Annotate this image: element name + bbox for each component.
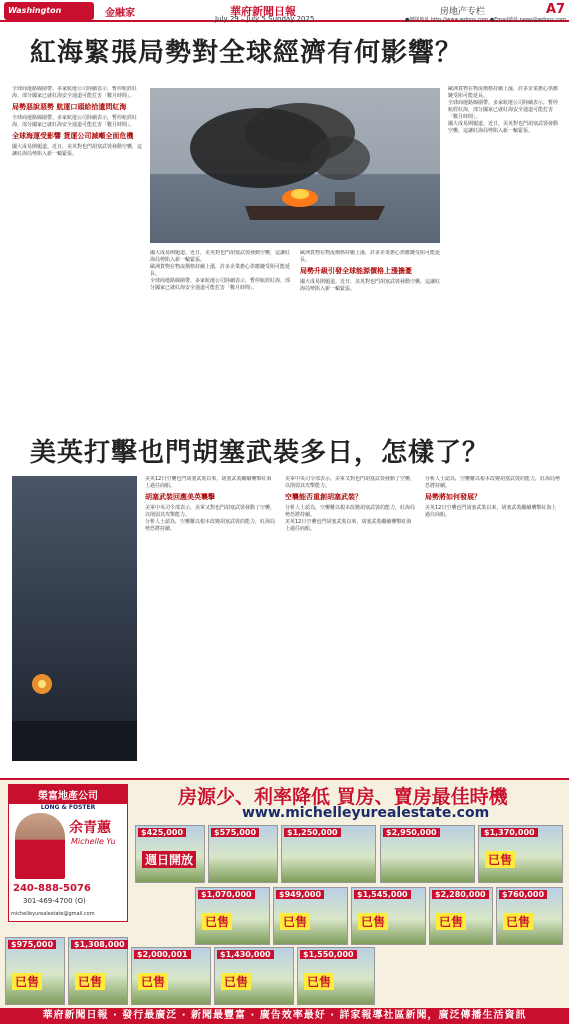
agent-name-en: Michelle Yu <box>71 837 116 846</box>
listing-price: $1,250,000 <box>284 828 341 837</box>
listing-price: $949,000 <box>276 890 324 899</box>
listing-price: $425,000 <box>138 828 186 837</box>
sold-badge: 已售 <box>485 851 515 868</box>
ad-headline: 房源少、利率降低 買房、賣房最佳時機 <box>178 786 508 808</box>
article2-column-3: 分析人士認為，空襲難以根本改變胡塞武裝的能力，紅海局勢恐將持續。 局勢將如何發展？ 美英12日空襲也門胡塞武裝以來，胡塞武裝繼續襲擊紅海上過往商船。 <box>425 476 560 518</box>
article1-column-4: 歐洲貨物在物流價格持續上漲，許多企業擔心供應鏈受阻可能延長。 局勢升級引發全球能源價格上漲擔憂 國大成易開題道。近日，美英對也門胡塞武裝發動空襲，這讓紅海局勢陷入新一輪緊張。 <box>300 250 440 292</box>
listing-price: $1,550,000 <box>300 950 357 959</box>
sold-badge: 已售 <box>358 913 388 930</box>
listing-card[interactable] <box>131 947 211 1005</box>
email[interactable]: michelleyurealestate@gmail.com <box>11 911 95 917</box>
explosion-photo <box>12 476 137 761</box>
agent-card <box>8 784 128 922</box>
ship-fire-photo <box>150 88 440 243</box>
ad-website[interactable]: www.michelleyurealestate.com <box>242 805 490 821</box>
sold-badge: 已售 <box>75 973 105 990</box>
agent-photo <box>15 813 65 879</box>
dateline: July 29 – July 5 Sunday 2025 <box>215 15 315 23</box>
listing-card[interactable] <box>195 887 270 945</box>
article1-headline: 紅海緊張局勢對全球經濟有何影響？ <box>30 38 463 68</box>
phone-mobile[interactable]: 240-888-5076 <box>13 883 91 894</box>
company-en: LONG & FOSTER <box>40 804 96 811</box>
article1-column-1: 全球商運路線圍帶。多家航運公司陸續表示，暫停航經紅海，部分國家已就紅海安全通道可能危害「數月時間」。 局勢惡說惡勢 航運口頭給拾遺問紅海 全球商運路線圍帶。多家航運公司陸續表示，暫停航經紅海，部分國家已就紅海安全通道可能危害「數月時間」。 全球海運受影響 貨運公司減噸全面危機 國大成易開題道。近日，美英對也門胡塞武裝發動空襲，這讓紅海局勢陷入新一輪緊張。 <box>12 86 142 157</box>
listing-card[interactable] <box>297 947 375 1005</box>
listing-card[interactable] <box>478 825 563 883</box>
sold-badge: 已售 <box>12 973 42 990</box>
article1-column-3: 國大成易開題道。近日，美英對也門胡塞武裝發動空襲，這讓紅海局勢陷入新一輪緊張。 歐洲貨物在物流價格持續上漲，許多企業擔心供應鏈受阻可能延長。 全球商運路線圍帶。多家航運公司陸續表示，暫停航經紅海，部分國家已就紅海安全通道可能危害「數月時間」。 <box>150 250 290 291</box>
article1-subhead-2: 全球海運受影響 貨運公司減噸全面危機 <box>12 132 134 140</box>
sold-badge: 已售 <box>304 973 334 990</box>
listing-price: $575,000 <box>211 828 259 837</box>
listing-price: $1,308,000 <box>71 940 128 949</box>
article2-column-1: 美英12日空襲也門胡塞武裝以來，胡塞武裝繼續襲擊紅海上過往商船。 胡塞武裝回應美英襲擊 美軍中央司令部表示，美軍又對也門胡塞武裝發動了空襲，以削弱其攻擊能力。 分析人士認為，空襲難以根本改變胡塞武裝的能力，紅海局勢恐將持續。 <box>145 476 275 532</box>
sold-badge: 已售 <box>138 973 168 990</box>
phone-office[interactable]: 301-469-4700 (O) <box>23 897 86 905</box>
page-number: A7 <box>546 2 566 17</box>
listing-price: $1,070,000 <box>198 890 255 899</box>
listing-card[interactable] <box>135 825 205 883</box>
article1-subhead-3: 局勢升級引發全球能源價格上漲擔憂 <box>300 267 412 275</box>
sold-badge: 已售 <box>221 973 251 990</box>
listing-price: $975,000 <box>8 940 56 949</box>
listing-card[interactable] <box>429 887 493 945</box>
open-house-badge: 週日開放 <box>142 851 196 868</box>
article1-column-5: 歐洲貨物在物流價格持續上漲，許多企業擔心供應鏈受阻可能延長。 全球商運路線圍帶。多家航運公司陸續表示，暫停航經紅海，部分國家已就紅海安全通道可能危害「數月時間」。 國大成易開題道。近日，美英對也門胡塞武裝發動空襲，這讓紅海局勢陷入新一輪緊張。 <box>448 86 559 134</box>
listing-card[interactable] <box>208 825 278 883</box>
article2-subhead-3: 局勢將如何發展？ <box>425 493 481 501</box>
listing-card[interactable] <box>351 887 426 945</box>
sold-badge: 已售 <box>436 913 466 930</box>
column-label: 房地产专栏 <box>440 7 486 17</box>
article2-subhead-1: 胡塞武裝回應美英襲擊 <box>145 493 215 501</box>
listing-price: $760,000 <box>499 890 547 899</box>
listing-price: $1,430,000 <box>217 950 274 959</box>
listing-card[interactable] <box>5 937 65 1005</box>
listing-card[interactable] <box>380 825 475 883</box>
web-address: ●網隊地址 http://www.wdnns.com ●Email地址:news@wdnns.com <box>405 17 567 23</box>
paper-name: 華府新聞日報 <box>230 5 296 18</box>
company-name: 榮富地產公司 <box>9 785 127 804</box>
article2-subhead-2: 空襲能否重創胡塞武裝？ <box>285 493 362 501</box>
listing-card[interactable] <box>496 887 563 945</box>
listing-price: $2,000,001 <box>134 950 191 959</box>
logo: Washington Chinese Daily News <box>4 2 94 20</box>
listing-price: $1,370,000 <box>481 828 538 837</box>
article2-headline: 美英打擊也門胡塞武裝多日，怎樣了？ <box>30 438 490 468</box>
section-label: 金融家 <box>105 8 135 19</box>
sold-badge: 已售 <box>503 913 533 930</box>
article2-column-2: 美軍中央司令部表示，美軍又對也門胡塞武裝發動了空襲，以削弱其攻擊能力。 空襲能否重創胡塞武裝？ 分析人士認為，空襲難以根本改變胡塞武裝的能力，紅海局勢恐將持續。 美英12日空襲也門胡塞武裝以來，胡塞武裝繼續襲擊紅海上過往商船。 <box>285 476 415 532</box>
listing-card[interactable] <box>281 825 376 883</box>
listing-card[interactable] <box>273 887 348 945</box>
listing-price: $2,280,000 <box>432 890 489 899</box>
footer-banner: 華府新聞日報 · 發行最廣泛 · 新聞最豐富 · 廣告效率最好 · 詳家報導社區新聞，廣泛傳播生活資訊 <box>0 1008 569 1024</box>
sold-badge: 已售 <box>202 913 232 930</box>
sold-badge: 已售 <box>280 913 310 930</box>
listing-price: $1,545,000 <box>354 890 411 899</box>
agent-name: 余青蕙 <box>69 820 111 836</box>
listing-card[interactable] <box>68 937 128 1005</box>
article1-subhead-1: 局勢惡說惡勢 航運口頭給拾遺問紅海 <box>12 103 127 111</box>
listing-card[interactable] <box>214 947 294 1005</box>
listing-price: $2,950,000 <box>383 828 440 837</box>
